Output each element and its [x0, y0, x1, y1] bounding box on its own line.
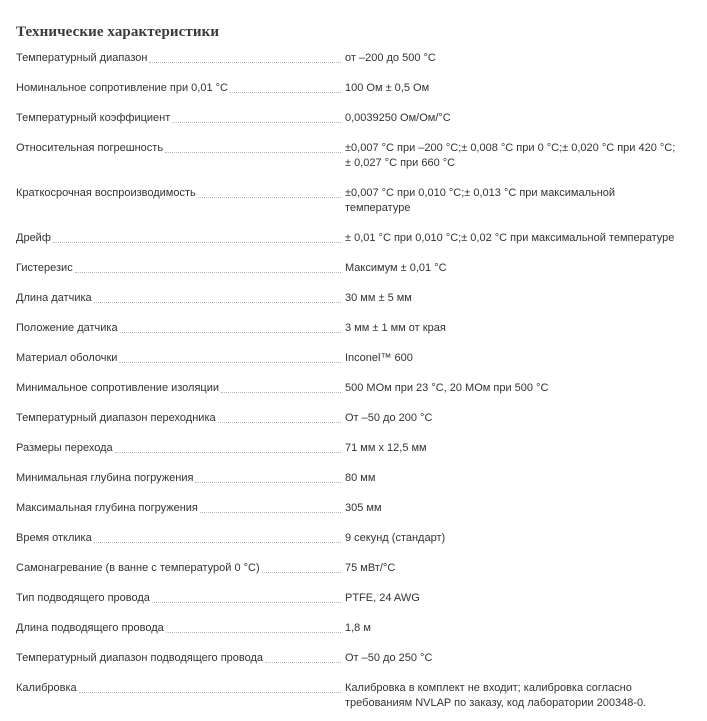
spec-label: Температурный диапазон подводящего провода [16, 652, 264, 664]
spec-value: Калибровка в комплект не входит; калибровка согласно требованиям NVLAP по заказу, код лаборатории 200348-0. [345, 682, 647, 709]
spec-value: 71 мм x 12,5 мм [345, 442, 427, 454]
spec-value: 0,0039250 Ом/Ом/°C [345, 112, 451, 124]
spec-label: Длина подводящего провода [16, 622, 164, 634]
spec-value: ±0,007 °C при 0,010 °C;± 0,013 °C при максимальной температуре [345, 187, 616, 214]
dot-leader [94, 301, 341, 303]
spec-label-cell [16, 51, 341, 66]
spec-label-cell [16, 81, 341, 96]
spec-label-cell [16, 141, 341, 156]
spec-value: от –200 до 500 °C [345, 52, 436, 64]
spec-label: Температурный коэффициент [16, 112, 171, 124]
spec-label-cell [16, 111, 341, 126]
spec-label-cell [16, 351, 341, 366]
spec-value: ±0,007 °C при –200 °C;± 0,008 °C при 0 °C;± 0,020 °C при 420 °C; ± 0,027 °C при 660 °C [345, 142, 676, 169]
dot-leader [165, 151, 341, 153]
spec-label-cell [16, 186, 341, 201]
spec-label-cell [16, 681, 341, 696]
spec-label: Максимальная глубина погружения [16, 502, 198, 514]
spec-value: 500 МОм при 23 °C, 20 МОм при 500 °C [345, 382, 549, 394]
spec-label-cell [16, 531, 341, 546]
spec-label: Относительная погрешность [16, 142, 164, 154]
spec-label-cell [16, 561, 341, 576]
spec-label: Положение датчика [16, 322, 118, 334]
spec-value: 30 мм ± 5 мм [345, 292, 412, 304]
spec-label: Краткосрочная воспроизводимость [16, 187, 196, 199]
spec-label-cell [16, 321, 341, 336]
spec-label: Температурный диапазон [16, 52, 148, 64]
spec-label: Дрейф [16, 232, 51, 244]
spec-value: Inconel™ 600 [345, 352, 413, 364]
spec-label-cell [16, 291, 341, 306]
spec-label-cell [16, 471, 341, 486]
spec-label: Длина датчика [16, 292, 92, 304]
spec-label-cell [16, 261, 341, 276]
spec-value: 80 мм [345, 472, 376, 484]
section-title: Технические характеристики [16, 24, 220, 40]
spec-label-cell [16, 381, 341, 396]
dot-leader [152, 601, 341, 603]
spec-value: 305 мм [345, 502, 382, 514]
spec-label: Самонагревание (в ванне с температурой 0 °C) [16, 562, 260, 574]
spec-value: 100 Ом ± 0,5 Ом [345, 82, 430, 94]
dot-leader [75, 271, 341, 273]
spec-value: 1,8 м [345, 622, 371, 634]
dot-leader [195, 481, 341, 483]
spec-value: От –50 до 200 °C [345, 412, 433, 424]
dot-leader [149, 61, 341, 63]
dot-leader [94, 541, 341, 543]
spec-label: Минимальное сопротивление изоляции [16, 382, 220, 394]
spec-label-cell [16, 501, 341, 516]
dot-leader [119, 361, 341, 363]
dot-leader [166, 631, 341, 633]
spec-label-cell [16, 591, 341, 606]
spec-value: Максимум ± 0,01 °C [345, 262, 447, 274]
spec-label: Материал оболочки [16, 352, 118, 364]
spec-label-cell [16, 411, 341, 426]
dot-leader [198, 196, 341, 198]
spec-label: Гистерезис [16, 262, 73, 274]
dot-leader [218, 421, 341, 423]
spec-label: Номинальное сопротивление при 0,01 °C [16, 82, 228, 94]
spec-label: Тип подводящего провода [16, 592, 150, 604]
spec-label: Минимальная глубина погружения [16, 472, 194, 484]
dot-leader [53, 241, 341, 243]
spec-label-cell [16, 231, 341, 246]
dot-leader [200, 511, 341, 513]
spec-label-cell [16, 621, 341, 636]
dot-leader [262, 571, 341, 573]
dot-leader [172, 121, 341, 123]
spec-value: 3 мм ± 1 мм от края [345, 322, 446, 334]
spec-value: PTFE, 24 AWG [345, 592, 420, 604]
dot-leader [221, 391, 341, 393]
spec-label: Размеры перехода [16, 442, 113, 454]
spec-label: Температурный диапазон переходника [16, 412, 216, 424]
dot-leader [230, 91, 341, 93]
dot-leader [79, 691, 341, 693]
spec-value: От –50 до 250 °C [345, 652, 433, 664]
spec-label-cell [16, 651, 341, 666]
spec-label: Время отклика [16, 532, 92, 544]
dot-leader [115, 451, 341, 453]
spec-label-cell [16, 441, 341, 456]
spec-value: 9 секунд (стандарт) [345, 532, 446, 544]
spec-value: ± 0,01 °C при 0,010 °C;± 0,02 °C при максимальной температуре [345, 232, 675, 244]
dot-leader [265, 661, 341, 663]
spec-label: Калибровка [16, 682, 77, 694]
dot-leader [120, 331, 341, 333]
spec-value: 75 мВт/°C [345, 562, 396, 574]
